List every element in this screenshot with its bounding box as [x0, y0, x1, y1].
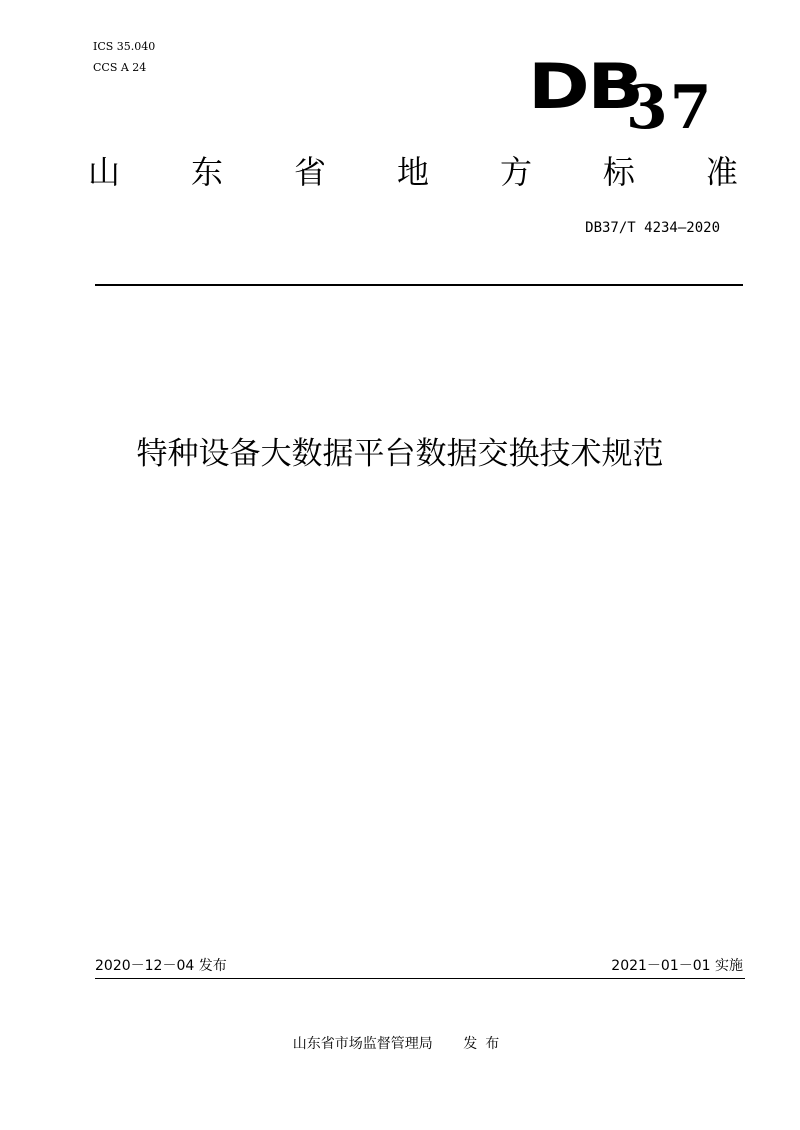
- standard-type-char: 山: [88, 153, 121, 191]
- db37-logo: [528, 50, 718, 146]
- issuer-action: 发布: [463, 1036, 508, 1052]
- document-title: 特种设备大数据平台数据交换技术规范: [136, 436, 664, 472]
- top-divider: [95, 284, 743, 286]
- standard-type-char: 省: [293, 153, 326, 191]
- standard-number: DB37/T 4234—2020: [585, 220, 720, 236]
- bottom-divider: [95, 978, 745, 979]
- effective-date: 2021－01－01 实施: [611, 958, 743, 974]
- ics-code: ICS 35.040: [93, 40, 156, 53]
- standard-type-char: 准: [705, 153, 738, 191]
- standard-type-char: 地: [396, 153, 429, 191]
- standard-type-char: 东: [190, 153, 223, 191]
- issuer-organization: 山东省市场监督管理局: [292, 1036, 433, 1052]
- logo-letters: DB: [528, 50, 642, 123]
- publish-date: 2020－12－04 发布: [95, 958, 227, 974]
- standard-type-heading: [88, 152, 738, 192]
- issuer-line: [0, 1034, 800, 1054]
- standard-type-char: 标: [602, 153, 635, 191]
- ccs-code: CCS A 24: [93, 61, 147, 74]
- standard-type-char: 方: [499, 153, 532, 191]
- logo-number: 37: [626, 73, 714, 143]
